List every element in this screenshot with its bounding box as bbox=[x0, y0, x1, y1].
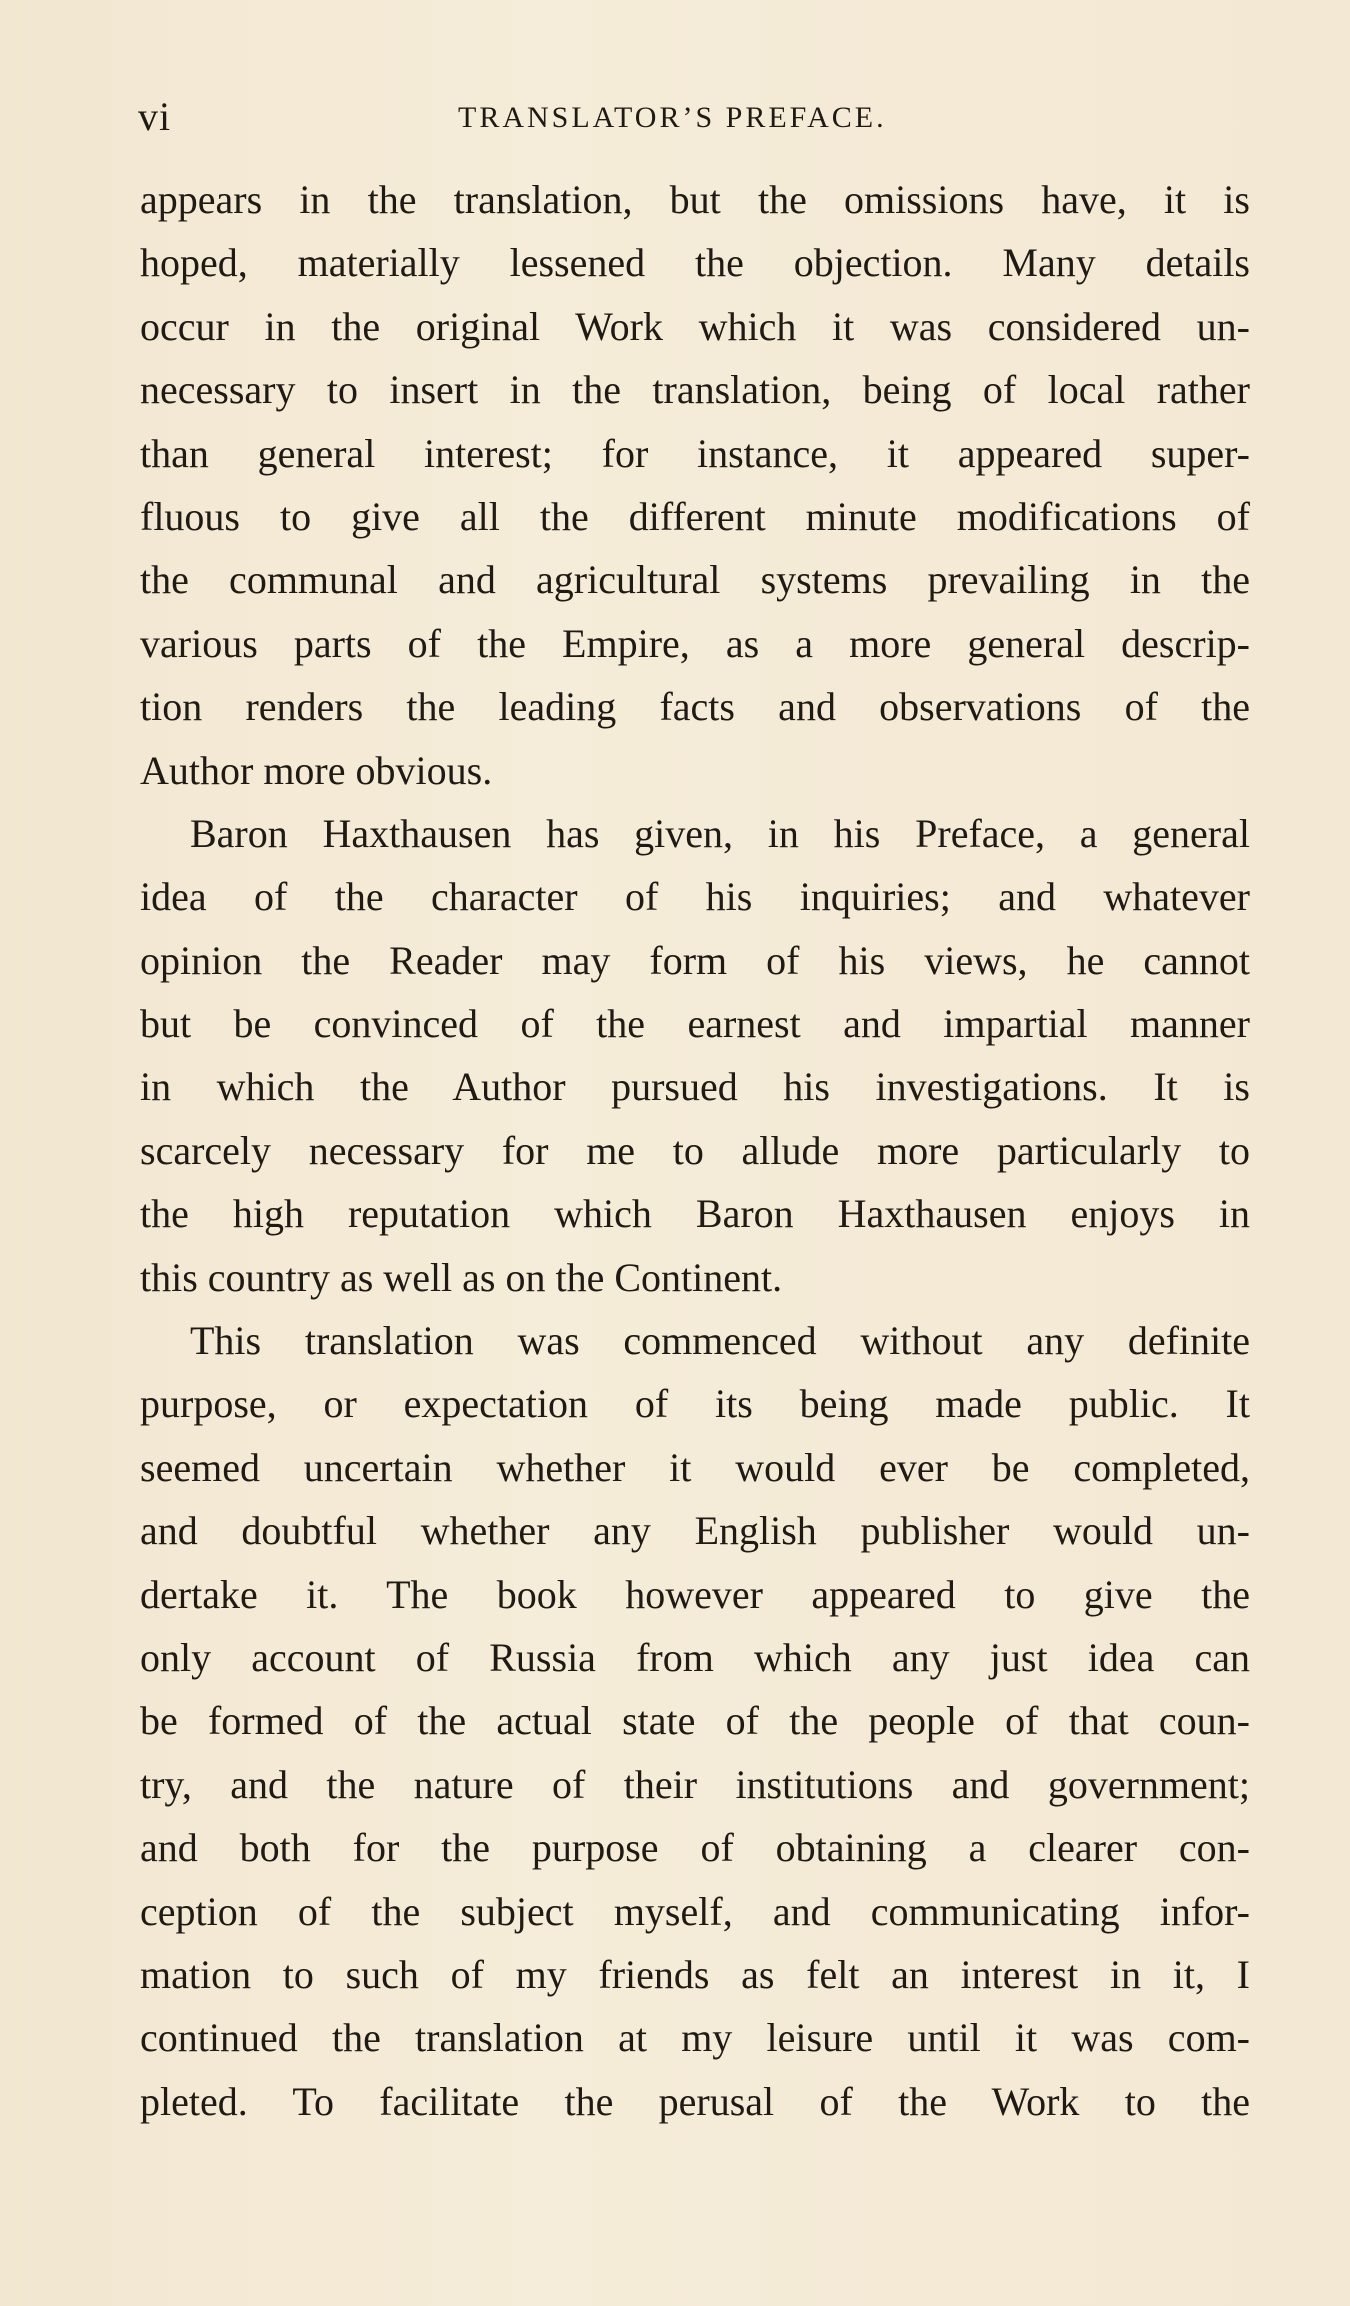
text-line: tion renders the leading facts and observations of the bbox=[140, 684, 1250, 730]
text-line: fluous to give all the different minute modifications of bbox=[140, 493, 1250, 539]
text-line: hoped, materially lessened the objection. Many details bbox=[140, 240, 1250, 286]
text-line: scarcely necessary for me to allude more particularly to bbox=[140, 1127, 1250, 1173]
page-number: vi bbox=[138, 94, 172, 139]
text-line: This translation was commenced without any definite bbox=[190, 1318, 1250, 1364]
text-line: continued the translation at my leisure until it was com- bbox=[140, 2015, 1250, 2061]
text-line: than general interest; for instance, it appeared super- bbox=[140, 430, 1250, 476]
text-line: ception of the subject myself, and communicating infor- bbox=[140, 1888, 1250, 1934]
text-line: try, and the nature of their institutions and government; bbox=[140, 1761, 1250, 1807]
text-line: idea of the character of his inquiries; and whatever bbox=[140, 874, 1250, 920]
text-line: various parts of the Empire, as a more general descrip- bbox=[140, 620, 1250, 666]
text-line: necessary to insert in the translation, being of local rather bbox=[140, 367, 1250, 413]
text-line: occur in the original Work which it was considered un- bbox=[140, 303, 1250, 349]
text-line: Author more obvious. bbox=[140, 747, 493, 793]
text-line: the communal and agricultural systems prevailing in the bbox=[140, 557, 1250, 603]
text-line: be formed of the actual state of the people of that coun- bbox=[140, 1698, 1250, 1744]
text-line: only account of Russia from which any just idea can bbox=[140, 1634, 1250, 1680]
body-text bbox=[140, 168, 1250, 2133]
text-line: Baron Haxthausen has given, in his Preface, a general bbox=[190, 810, 1250, 856]
text-line: but be convinced of the earnest and impartial manner bbox=[140, 1001, 1250, 1047]
text-line: pleted. To facilitate the perusal of the Work to the bbox=[140, 2078, 1250, 2124]
text-line: and both for the purpose of obtaining a clearer con- bbox=[140, 1825, 1250, 1871]
text-line: appears in the translation, but the omissions have, it is bbox=[140, 177, 1250, 222]
text-line: and doubtful whether any English publisher would un- bbox=[140, 1508, 1250, 1554]
text-line: in which the Author pursued his investigations. It is bbox=[140, 1064, 1250, 1110]
text-line: mation to such of my friends as felt an interest in it, I bbox=[140, 1951, 1250, 1997]
running-title: TRANSLATOR’S PREFACE. bbox=[458, 101, 887, 134]
running-head bbox=[138, 92, 1248, 142]
text-line: dertake it. The book however appeared to give the bbox=[140, 1571, 1250, 1617]
text-line: opinion the Reader may form of his views, he cannot bbox=[140, 937, 1250, 983]
text-line: purpose, or expectation of its being made public. It bbox=[140, 1381, 1250, 1427]
text-line: the high reputation which Baron Haxthausen enjoys in bbox=[140, 1191, 1250, 1237]
text-line: seemed uncertain whether it would ever be completed, bbox=[140, 1444, 1250, 1490]
text-line: this country as well as on the Continent. bbox=[140, 1254, 783, 1300]
